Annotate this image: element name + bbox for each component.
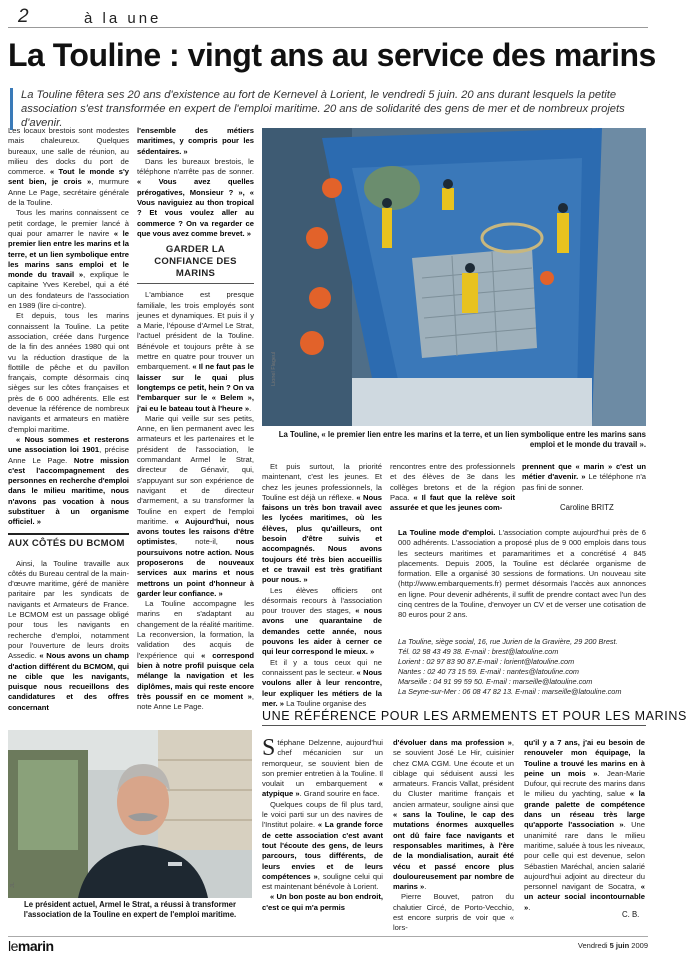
- paragraph: Tous les marins connaissent ce petit cordage, le premier lancé à quai pour amarrer le navire « le premier lien entre les marins et la terre, et un lien symbolique entre les marins sans emploi et le monde du travail », explique le capitaine Yves Kerebel, qui a été un des fondateurs de l'association en 1989 (lire ci-contre).: [8, 208, 130, 311]
- subheading-confiance: GARDER LA CONFIANCE DES MARINS: [137, 244, 254, 284]
- article-column-3: [262, 462, 382, 708]
- author-signature: Caroline BRITZ: [560, 503, 614, 512]
- mode-emploi-text: L'association compte aujourd'hui près de 6 000 adhérents. L'association a proposé plus de 9 000 emplois dans tous les secteurs maritimes et paramaritimes et a concrétisé 4 845 placements. Depuis 2005, la Touline est déclarée organisme de formation. Elle a organisé 30 sessions de formations. Un nouveau site (http://www.embarquements.fr) permet désormais l'accès aux annonces en ligne. Pour devenir adhérents, il suffit de prendre contact avec l'un des cinq centres de la Touline, d'envoyer un CV et de verser une cotisation de 80 euros pour 2 ans.: [398, 528, 646, 620]
- paragraph: Pierre Bouvet, patron du chalutier Circé, de Porto-Vecchio, est encore surpris de voir que « lors-: [393, 892, 514, 933]
- paragraph: l'ensemble des métiers maritimes, y compris pour les sédentaires. »: [137, 126, 254, 156]
- paragraph: Et il y a tous ceux qui ne connaissent pas le secteur. « Nous voulons aller à leur rencontre, leur expliquer les métiers de la mer. » La Touline organise des: [262, 657, 382, 708]
- drop-cap: S: [262, 735, 276, 761]
- portrait-credit: JL: [10, 882, 16, 888]
- issue-date: Vendredi 5 juin 2009: [577, 941, 648, 950]
- contact-line: La Touline, siège social, 16, rue Jurien de la Gravière, 29 200 Brest.: [398, 637, 618, 646]
- page-footer: [8, 936, 648, 952]
- contact-line: Tél. 02 98 43 49 38. E-mail : brest@latouline.com: [398, 647, 559, 657]
- mode-emploi-box: [398, 528, 646, 634]
- paragraph: qu'il y a 7 ans, j'ai eu besoin de renouveler mon équipage, la Touline a trouvé les marins en à peine un mois ». Jean-Marie Dufour, qui recrute des marins dans le milieu du yachting, salue « la grande palette de compétence dans un réseau très large qu'apporte l'association ». Une unanimité rare dans le milieu maritime, saluée à tous les niveaux, pour celle qui est devenue, selon Sébastien Maréchal, ancien salarié aujourd'hui adjoint au directeur du personnel navigant de Socatra, « un acteur social incontournable ».: [524, 738, 645, 912]
- section2-column-3: [524, 738, 645, 918]
- paragraph: Et depuis, tous les marins connaissent la Touline. La petite association, créée dans l'urgence de la fin des années 1980 qui ont vu la réduction drastique de la flottille de pêche et du pavillon français, compte désormais cinq sièges sur les côtes françaises et près de 6 000 adhérents. Elle est devenue la référence de nombreux navigants et armateurs en matière d'emploi maritime.: [8, 311, 129, 434]
- paragraph: Dans les bureaux brestois, le téléphone n'arrête pas de sonner. « Vous avez quelles prérogatives, Monsieur ? », « Vous naviguiez au thon tropical ? Et vous voulez aller au commerce ? On va regarder ce que vous avez comme brevet. »: [137, 156, 254, 238]
- section-title: UNE RÉFÉRENCE POUR LES ARMEMENTS ET POUR LES MARINS: [262, 709, 646, 726]
- portrait-illustration: [8, 730, 252, 898]
- photo-caption: La Touline, « le premier lien entre les marins et la terre, et un lien symbolique entre les marins sans emploi et le monde du travail ».: [278, 430, 646, 449]
- paragraph: Marie qui veille sur ses petits, Anne, en lien permanent avec les armateurs et les partenaires et le président de l'association, le commandant Armel le Strat, directeur de Génavir, qui, s'appuyant sur son expérience de navigant et de directeur d'armement, a su transformer la Touline en expert de l'emploi maritime. « Aujourd'hui, nous avons toutes les raisons d'être optimistes, note-il, nous poursuivons notre action. Nous proposerons de nouveaux services aux marins et nous mettrons un point d'honneur à garder leur confiance. »: [137, 413, 254, 598]
- section2-column-2: [393, 738, 514, 933]
- paragraph: prennent que « marin » c'est un métier d'avenir. » Le téléphone n'a pas fini de sonner.: [522, 462, 646, 492]
- president-portrait-photo: [8, 730, 252, 898]
- page-number: 2: [18, 6, 29, 27]
- contact-list: [398, 637, 646, 698]
- paragraph: rencontres entre des professionnels et des élèves de 3e dans les collèges bretons et de la région Paca. « Il faut que la relève soit assurée et que les jeunes com-: [390, 462, 515, 513]
- article-column-1: [8, 126, 129, 726]
- portrait-caption: Le président actuel, Armel le Strat, a réussi à transformer l'association de la Touline en expert de l'emploi maritime.: [23, 900, 237, 919]
- paragraph: L'ambiance est presque familiale, les trois employés sont jeunes et dynamiques. Et puis il y a Marie, l'épouse d'Armel Le Strat, l'actuel président de la Touline. Bénévole et toujours prête à se mettre en quatre pour trouver un embarquement. « Il ne faut pas le laisser sur le quai plus longtemps ce petit, hein ? On va l'embarquer sur le « Belem », j'ai eu le bateau tout à l'heure ».: [137, 290, 254, 413]
- paragraph: Les élèves officiers ont désormais recours à l'association pour trouver des stages, « nous avons une quarantaine de demandes cette année, nous pouvons les aider à cerner ce qui leur correspond le mieux. »: [262, 585, 382, 657]
- paragraph: Stéphane Delzenne, aujourd'hui chef mécanicien sur un remorqueur, se souvient bien de son premier entretien à la Touline. Il voulait un embarquement « atypique ». Grand sourire en face.: [262, 735, 383, 799]
- paragraph: Et puis surtout, la priorité maintenant, c'est les jeunes. Et chez les jeunes professionnels, la Touline est déjà un réflexe. « Nous faisons un très bon travail avec les lycées maritimes, où les élèves, plus qu'ailleurs, ont besoin d'être suivis et accompagnés. Nous avons toujours été très bien accueillis et ce travail est très gratifiant pour nous. »: [262, 462, 382, 585]
- paragraph: d'évoluer dans ma profession », se souvient José Le Hir, cuisinier chez CMA CGM. Une écoute et un ciblage qui séduisent aussi les armateurs. Francis Vallat, président du Cluster maritime français et ancien armateur, souligne ainsi que « sans la Touline, le cap des mutations énormes auxquelles ont dû faire face navigants et responsables maritimes, à l'ère de la mondialisation, aurait été vécu et passé encore plus douloureusement par nombre de marins ».: [393, 738, 514, 892]
- contact-line: Lorient : 02 97 83 90 87.E-mail : lorient@latouline.com: [398, 657, 575, 667]
- subheading-bcmom: AUX CÔTÉS DU BCMOM: [8, 533, 129, 553]
- headline: La Touline : vingt ans au service des marins: [8, 37, 656, 73]
- page-header: [8, 6, 648, 28]
- paragraph: La Touline accompagne les marins en s'adaptant au changement de la réalité maritime. La reconversion, la formation, la validation des acquis de l'expérience qui « correspond bien à notre profil puisque cela mélange la navigation et les diplômes, mais qui reste encore très poussif en ce moment », note Anne Le Page.: [137, 599, 254, 712]
- article-column-2: [137, 126, 254, 712]
- contact-line: Marseille : 04 91 99 59 50. E-mail : marseille@latouline.com: [398, 677, 593, 687]
- paragraph: Quelques coups de fil plus tard, le voici parti sur un des navires de l'Institut polaire. « La grande force de cette association c'est avant tout l'écoute des gens, de leurs parcours, tous différents, de leurs envies et de leurs compétences », souligne celui qui est maintenant bénévole à Lorient.: [262, 799, 383, 892]
- paragraph: Les locaux brestois sont modestes mais chaleureux. Quelques bureaux, une salle de réunion, au milieu des docks du port de commerce. « Tout le monde s'y sent bien, je crois », murmure Anne Le Page, secrétaire générale de la Touline.: [8, 126, 129, 208]
- lead-paragraph: La Touline fêtera ses 20 ans d'existence au fort de Kernevel à Lorient, le vendredi 5 juin. 20 ans durant lesquels la petite association s'est transformée en expert de l'emploi maritime. 20 ans de solidarité des gens de mer et de nombreux projets d'avenir.: [10, 88, 646, 130]
- boat-deck-illustration: [262, 128, 646, 426]
- section2-signature: C. B.: [622, 910, 640, 919]
- photo-credit: Lionel Flageul: [271, 351, 277, 386]
- section2-column-1: [262, 735, 383, 918]
- paragraph: Ainsi, la Touline travaille aux côtés du Bureau central de la main-d'œuvre maritime, géré de manière paritaire par les syndicats de navigants et Armateurs de France. Le BCMOM est un passage obligé pour tous les navigants en recherche d'emploi, notamment pour l'ouverture de leurs droits Assedic. « Nous avons un champ d'action différent du BCMOM, qui ne cible que les navigants, puisque nous recueillons des candidatures et des offres concernant: [8, 558, 129, 712]
- paragraph: « Un bon poste au bon endroit, c'est ce qui m'a permis: [262, 892, 383, 912]
- paragraph: « Nous sommes et resterons une association loi 1901, précise Anne Le Page. Notre mission c'est l'accompagnement des personnes en recherche d'emploi dans le milieu maritime, nous n'avons pas vocation à nous substituer à un organisme officiel. »: [8, 434, 129, 527]
- mode-emploi-label: La Touline mode d'emploi.: [398, 528, 496, 537]
- contact-line: Nantes : 02 40 73 15 59. E-mail : nantes@latouline.com: [398, 667, 580, 677]
- rubric-label: à la une: [84, 10, 162, 27]
- contact-line: La Seyne-sur-Mer : 06 08 47 82 13. E-mail : marseille@latouline.com: [398, 687, 622, 697]
- boat-deck-photo: [262, 128, 646, 426]
- le-marin-logo: lemarin: [8, 938, 54, 954]
